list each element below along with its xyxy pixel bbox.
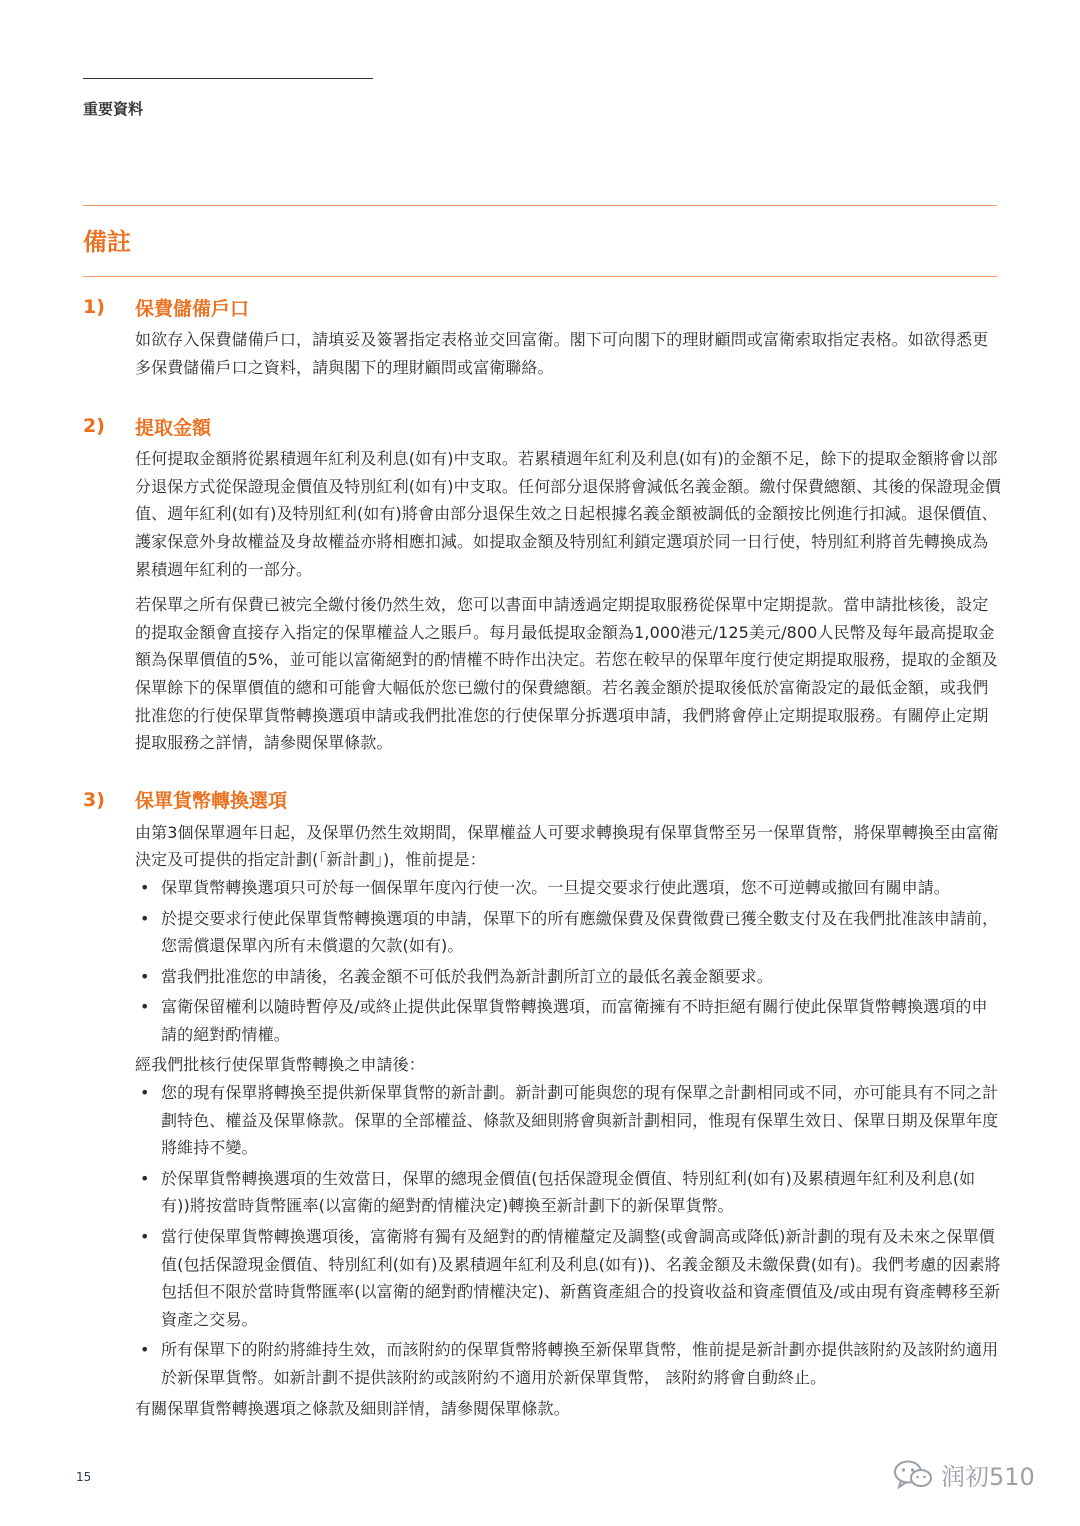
effects-list <box>135 1079 1001 1392</box>
list-item: • 當行使保單貨幣轉換選項後，富衛將有獨有及絕對的酌情權釐定及調整(或會調高或降低)新計劃的現有及未來之保單價值(包括保證現金價值、特別紅利(如有)及累積週年紅利及利息(如有))、名義金額及未繳保費(如有)。我們考慮的因素將包括但不限於當時貨幣匯率(以富衛的絕對酌情權決定)、新舊資產組合的投資收益和資產價值及/或由現有資產轉移至新資產之交易。 <box>135 1223 1001 1333</box>
header-label: 重要資料 <box>83 100 144 118</box>
section-number: 3) <box>83 788 105 811</box>
conditions-list <box>135 874 1001 1049</box>
bullet-icon: • <box>140 1083 150 1103</box>
list-item: • 當我們批准您的申請後，名義金額不可低於我們為新計劃所訂立的最低名義金額要求。 <box>135 963 1001 991</box>
section-number: 1) <box>83 296 105 318</box>
section-body <box>135 819 1001 1422</box>
section-heading <box>83 785 1001 815</box>
section-title: 提取金額 <box>135 416 212 439</box>
middle-paragraph: 經我們批核行使保單貨幣轉換之申請後： <box>135 1055 425 1075</box>
list-item: • 您的現有保單將轉換至提供新保單貨幣的新計劃。新計劃可能與您的現有保單之計劃相同或不同，亦可能具有不同之計劃特色、權益及保單條款。保單的全部權益、條款及細則將會與新計劃相同，惟現有保單生效日、保單日期及保單年度將維持不變。 <box>135 1079 1001 1162</box>
bullet-icon: • <box>140 1340 150 1360</box>
bullet-icon: • <box>140 997 150 1017</box>
section-heading <box>83 411 1001 441</box>
section-heading <box>83 292 1001 322</box>
section-currency-conversion <box>83 785 1001 1422</box>
closing-paragraph: 有關保單貨幣轉換選項之條款及細則詳情，請參閱保單條款。 <box>135 1398 570 1418</box>
watermark-text: 润初510 <box>941 1463 1035 1491</box>
list-item: • 所有保單下的附約將維持生效，而該附約的保單貨幣將轉換至新保單貨幣，惟前提是新計劃亦提供該附約及該附約適用於新保單貨幣。如新計劃不提供該附約或該附約不適用於新保單貨幣， 該附約將會自動終止。 <box>135 1336 1001 1391</box>
wechat-icon <box>893 1459 933 1491</box>
section-premium-reserve <box>83 292 1001 381</box>
paragraph: 如欲存入保費儲備戶口，請填妥及簽署指定表格並交回富衛。閣下可向閣下的理財顧問或富衛索取指定表格。如欲得悉更多保費儲備戶口之資料，請與閣下的理財顧問或富衛聯絡。 <box>135 330 989 377</box>
section-body <box>135 445 1001 757</box>
paragraph: 任何提取金額將從累積週年紅利及利息(如有)中支取。若累積週年紅利及利息(如有)的金額不足，餘下的提取金額將會以部分退保方式從保證現金價值及特別紅利(如有)中支取。任何部分退保將會減低名義金額。繳付保費總額、其後的保證現金價值、週年紅利(如有)及特別紅利(如有)將會由部分退保生效之日起根據名義金額被調低的金額按比例進行扣減。退保價值、護家保意外身故權益及身故權益亦將相應扣減。如提取金額及特別紅利鎖定選項於同一日行使，特別紅利將首先轉換成為累積週年紅利的一部分。 <box>135 449 1001 579</box>
section-withdrawal-amount <box>83 411 1001 757</box>
notes-content <box>83 292 1001 1422</box>
intro-paragraph: 由第3個保單週年日起，及保單仍然生效期間，保單權益人可要求轉換現有保單貨幣至另一保單貨幣，將保單轉換至由富衛決定及可提供的指定計劃(「新計劃」)，惟前提是： <box>135 822 999 870</box>
bullet-icon: • <box>140 908 150 928</box>
heading-top-divider <box>83 205 997 206</box>
watermark <box>893 1457 1035 1492</box>
section-title: 保單貨幣轉換選項 <box>135 790 288 813</box>
list-item: • 於提交要求行使此保單貨幣轉換選項的申請，保單下的所有應繳保費及保費徵費已獲全數支付及在我們批准該申請前，您需償還保單內所有未償還的欠款(如有)。 <box>135 905 1001 960</box>
page-title: 備註 <box>83 228 131 256</box>
top-divider <box>83 78 373 79</box>
bullet-icon: • <box>140 1227 150 1247</box>
heading-bottom-divider <box>83 276 997 277</box>
bullet-icon: • <box>140 966 150 986</box>
bullet-icon: • <box>140 1168 150 1188</box>
paragraph: 若保單之所有保費已被完全繳付後仍然生效，您可以書面申請透過定期提取服務從保單中定期提款。當申請批核後，設定的提取金額會直接存入指定的保單權益人之賬戶。每月最低提取金額為1,000港元/125美元/800人民幣及每年最高提取金額為保單價值的5%，並可能以富衛絕對的酌情權不時作出決定。若您在較早的保單年度行使定期提取服務，提取的金額及保單餘下的保單價值的總和可能會大幅低於您已繳付的保費總額。若名義金額於提取後低於富衛設定的最低金額，或我們批准您的行使保單貨幣轉換選項申請或我們批准您的行使保單分拆選項申請，我們將會停止定期提取服務。有關停止定期提取服務之詳情，請參閱保單條款。 <box>135 595 998 753</box>
section-title: 保費儲備戶口 <box>135 297 250 320</box>
bullet-icon: • <box>140 877 150 897</box>
list-item: • 富衛保留權利以隨時暫停及/或終止提供此保單貨幣轉換選項，而富衛擁有不時拒絕有關行使此保單貨幣轉換選項的申請的絕對酌情權。 <box>135 993 1001 1048</box>
section-body <box>135 326 1001 381</box>
list-item: • 於保單貨幣轉換選項的生效當日，保單的總現金價值(包括保證現金價值、特別紅利(如有)及累積週年紅利及利息(如有))將按當時貨幣匯率(以富衛的絕對酌情權決定)轉換至新計劃下的新保單貨幣。 <box>135 1165 1001 1220</box>
section-number: 2) <box>83 415 105 438</box>
list-item: • 保單貨幣轉換選項只可於每一個保單年度內行使一次。一旦提交要求行使此選項，您不可逆轉或撤回有關申請。 <box>135 874 1001 902</box>
page-number: 15 <box>76 1470 92 1484</box>
